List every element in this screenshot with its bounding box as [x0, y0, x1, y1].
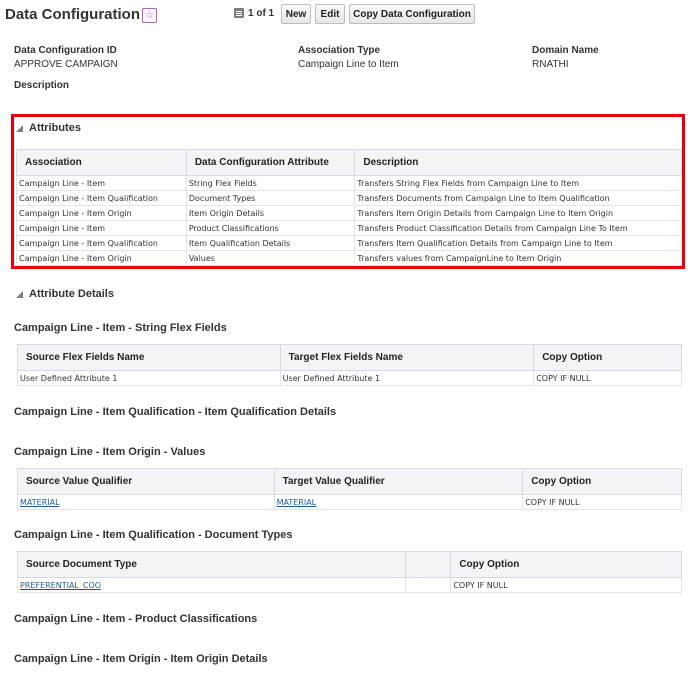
column-header-source-value[interactable]: Source Value Qualifier	[18, 469, 275, 495]
document-types-section-title: Campaign Line - Item Qualification - Document Types	[14, 529, 293, 541]
table-row[interactable]	[17, 191, 682, 206]
column-header-copy-option[interactable]: Copy Option	[523, 469, 682, 495]
table-row[interactable]	[17, 176, 682, 191]
cell-association: Campaign Line - Item	[17, 176, 187, 191]
cell-description: Transfers Item Qualification Details from Campaign Line to Item	[355, 236, 682, 251]
association-type-value: Campaign Line to Item	[298, 59, 399, 70]
table-row[interactable]	[17, 206, 682, 221]
list-icon[interactable]	[234, 8, 244, 18]
cell-target	[274, 495, 523, 510]
cell-association: Campaign Line - Item Qualification	[17, 236, 187, 251]
values-table	[17, 468, 682, 510]
column-header-association[interactable]: Association	[17, 150, 187, 176]
flex-fields-table	[17, 344, 682, 386]
cell-source	[18, 578, 406, 593]
attributes-section-header[interactable]	[16, 122, 81, 134]
edit-button[interactable]: Edit	[315, 4, 345, 24]
target-value-link[interactable]: MATERIAL	[276, 497, 317, 507]
table-row[interactable]	[18, 578, 682, 593]
cell-copy-option: COPY IF NULL	[534, 371, 682, 386]
pager-text: 1 of 1	[248, 8, 275, 19]
cell-association: Campaign Line - Item Qualification	[17, 191, 187, 206]
document-types-table	[17, 551, 682, 593]
cell-association: Campaign Line - Item	[17, 221, 187, 236]
data-configuration-id-value: APPROVE CAMPAIGN	[14, 59, 118, 70]
column-header-empty	[406, 552, 451, 578]
cell-copy-option: COPY IF NULL	[523, 495, 682, 510]
cell-description: Transfers Product Classification Details from Campaign Line To Item	[355, 221, 682, 236]
column-header-target-value[interactable]: Target Value Qualifier	[274, 469, 523, 495]
cell-attribute: Values	[186, 251, 355, 266]
domain-name-value: RNATHI	[532, 59, 569, 70]
cell-description: Transfers Documents from Campaign Line to Item Qualification	[355, 191, 682, 206]
table-row[interactable]	[17, 236, 682, 251]
product-classifications-section-title: Campaign Line - Item - Product Classifications	[14, 613, 258, 625]
description-label: Description	[14, 80, 70, 91]
cell-copy-option: COPY IF NULL	[451, 578, 682, 593]
page-title: Data Configuration	[5, 6, 140, 23]
cell-association: Campaign Line - Item Origin	[17, 206, 187, 221]
cell-attribute: String Flex Fields	[186, 176, 355, 191]
column-header-target-flex[interactable]: Target Flex Fields Name	[280, 345, 534, 371]
cell-target: User Defined Attribute 1	[280, 371, 534, 386]
cell-empty	[406, 578, 451, 593]
attributes-table	[16, 149, 682, 266]
cell-attribute: Document Types	[186, 191, 355, 206]
table-row[interactable]	[17, 251, 682, 266]
table-row[interactable]	[18, 371, 682, 386]
cell-description: Transfers String Flex Fields from Campaign Line to Item	[355, 176, 682, 191]
item-origin-details-section-title: Campaign Line - Item Origin - Item Origin Details	[14, 653, 268, 665]
copy-data-configuration-button[interactable]: Copy Data Configuration	[349, 4, 475, 24]
cell-association: Campaign Line - Item Origin	[17, 251, 187, 266]
new-button[interactable]: New	[281, 4, 311, 24]
column-header-copy-option[interactable]: Copy Option	[451, 552, 682, 578]
column-header-source-document[interactable]: Source Document Type	[18, 552, 406, 578]
domain-name-label: Domain Name	[532, 45, 599, 56]
star-icon[interactable]: ☆	[142, 8, 157, 23]
table-row[interactable]	[18, 495, 682, 510]
values-section-title: Campaign Line - Item Origin - Values	[14, 446, 206, 458]
flex-fields-section-title: Campaign Line - Item - String Flex Fields	[14, 322, 227, 334]
data-configuration-id-label: Data Configuration ID	[14, 45, 117, 56]
item-qualification-details-section-title: Campaign Line - Item Qualification - Item Qualification Details	[14, 406, 337, 418]
collapse-triangle-icon	[16, 125, 23, 132]
table-row[interactable]	[17, 221, 682, 236]
column-header-attribute[interactable]: Data Configuration Attribute	[186, 150, 355, 176]
column-header-copy-option[interactable]: Copy Option	[534, 345, 682, 371]
cell-source	[18, 495, 275, 510]
cell-source: User Defined Attribute 1	[18, 371, 281, 386]
association-type-label: Association Type	[298, 45, 381, 56]
source-document-link[interactable]: PREFERENTIAL_COO	[20, 580, 102, 590]
cell-description: Transfers values from CampaignLine to Item Origin	[355, 251, 682, 266]
source-value-link[interactable]: MATERIAL	[20, 497, 60, 507]
cell-attribute: Item Qualification Details	[186, 236, 355, 251]
attributes-title: Attributes	[29, 122, 81, 134]
column-header-source-flex[interactable]: Source Flex Fields Name	[18, 345, 281, 371]
column-header-description[interactable]: Description	[355, 150, 682, 176]
collapse-triangle-icon	[16, 291, 23, 298]
attribute-details-title: Attribute Details	[29, 288, 114, 300]
cell-description: Transfers Item Origin Details from Campaign Line to Item Origin	[355, 206, 682, 221]
cell-attribute: Product Classifications	[186, 221, 355, 236]
attribute-details-section-header[interactable]	[16, 288, 114, 300]
cell-attribute: Item Origin Details	[186, 206, 355, 221]
